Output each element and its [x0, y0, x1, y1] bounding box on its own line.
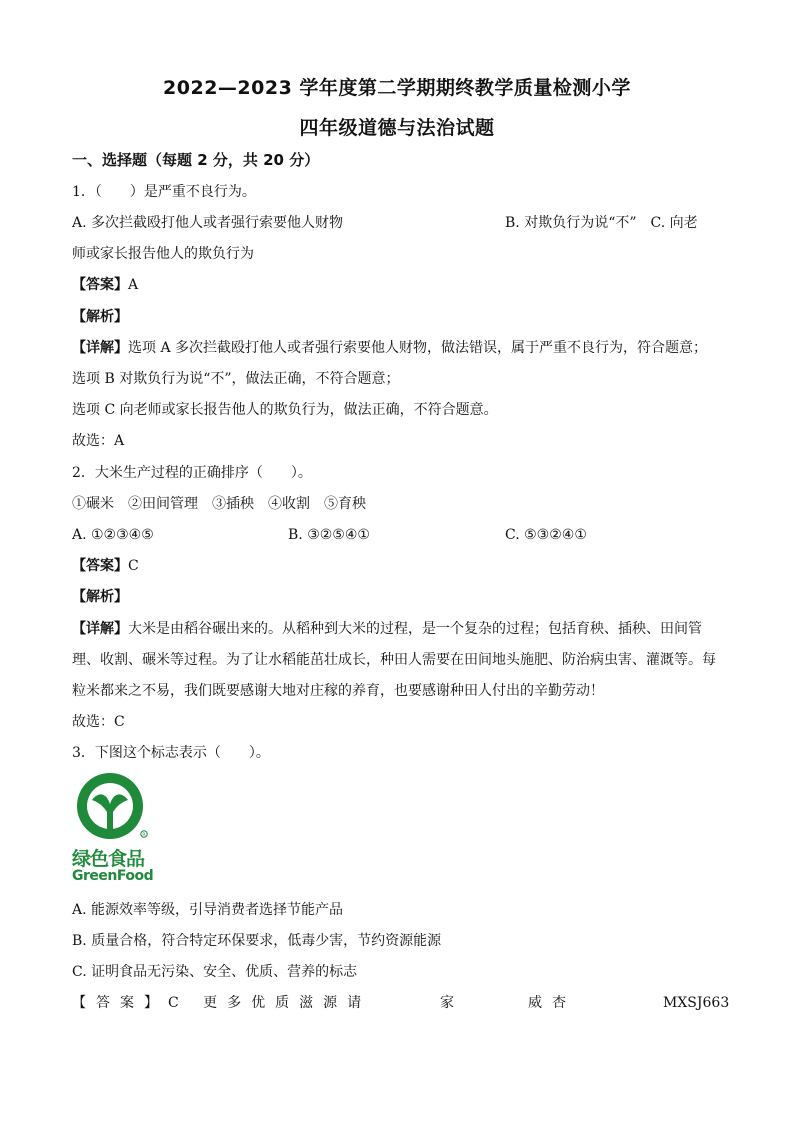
q3-option-a: A. 能源效率等级，引导消费者选择节能产品: [72, 902, 344, 918]
q1-answer-value: A: [128, 277, 139, 293]
page-title-line1: 2022—2023 学年度第二学期期终教学质量检测小学: [163, 77, 631, 99]
q2-detail-line2: 理、收割、碾米等过程。为了让水稻能茁壮成长，种田人需要在田间地头施肥、防治病虫害、灌溉等。每: [72, 652, 716, 668]
q1-option-c-cont: 师或家长报告他人的欺负行为: [72, 246, 254, 262]
q2-option-a: A. ①②③④⑤: [72, 527, 154, 543]
logo-chinese-text: 绿色食品: [72, 848, 145, 870]
q1-option-b-c: B. 对欺负行为说“不” C. 向老: [505, 215, 698, 231]
q2-steps: ①碾米 ②田间管理 ③插秧 ④收割 ⑤育秧: [72, 496, 366, 512]
q2-stem: 2．大米生产过程的正确排序（ ）。: [72, 465, 312, 481]
answer-tag: 【答案】: [72, 277, 128, 293]
q3-option-c: C. 证明食品无污染、安全、优质、营养的标志: [72, 964, 358, 980]
svg-text:R: R: [142, 833, 146, 838]
q1-option-a: A. 多次拦截殴打他人或者强行索要他人财物: [72, 215, 344, 231]
q2-answer: [72, 557, 722, 575]
q1-detail-line2: 选项 B 对欺负行为说“不”，做法正确，不符合题意；: [72, 371, 400, 387]
section-heading: 一、选择题（每题 2 分，共 20 分）: [72, 151, 320, 169]
q2-conclusion: 故选：C: [72, 714, 125, 730]
answer-tag: 【答案】: [72, 558, 128, 574]
q1-detail-line1: [72, 339, 722, 357]
q1-analysis-tag: 【解析】: [72, 309, 128, 325]
q1-detail-line3: 选项 C 向老师或家长报告他人的欺负行为，做法正确，不符合题意。: [72, 402, 498, 418]
q3-stem: 3．下图这个标志表示（ ）。: [72, 745, 270, 761]
q2-analysis-tag: 【解析】: [72, 589, 128, 605]
q2-option-c: C. ⑤③②④①: [505, 527, 587, 543]
q1-conclusion: 故选：A: [72, 433, 125, 449]
q1-answer: [72, 276, 722, 294]
q3-answer-line-left: 【答案】C 更多优质滋源请: [72, 995, 372, 1011]
q3-answer-line-right: MXSJ663: [663, 995, 730, 1011]
q1-stem: 1．（ ）是严重不良行为。: [72, 184, 256, 200]
detail-tag: 【详解】: [72, 340, 128, 356]
q3-answer-line-mid1: 家: [440, 995, 454, 1011]
green-food-logo: [72, 770, 152, 888]
q2-detail-text: 大米是由稻谷碾出来的。从稻种到大米的过程，是一个复杂的过程；包括育秧、插秧、田间管: [128, 621, 702, 637]
logo-english-text: GreenFood: [72, 868, 154, 884]
q1-detail-text: 选项 A 多次拦截殴打他人或者强行索要他人财物，做法错误，属于严重不良行为，符合题意；: [128, 340, 708, 356]
q3-answer-line-mid2: 威杏: [528, 995, 576, 1011]
q2-detail-line3: 粒米都来之不易，我们既要感谢大地对庄稼的养育，也要感谢种田人付出的辛勤劳动！: [72, 683, 604, 699]
q2-option-b: B. ③②⑤④①: [288, 527, 370, 543]
detail-tag: 【详解】: [72, 621, 128, 637]
green-food-emblem-icon: [72, 770, 152, 844]
q2-answer-value: C: [128, 558, 139, 574]
q3-option-b: B. 质量合格，符合特定环保要求，低毒少害，节约资源能源: [72, 933, 442, 949]
page-title-line2: 四年级道德与法治试题: [299, 117, 495, 139]
q2-detail-line1: [72, 620, 722, 638]
